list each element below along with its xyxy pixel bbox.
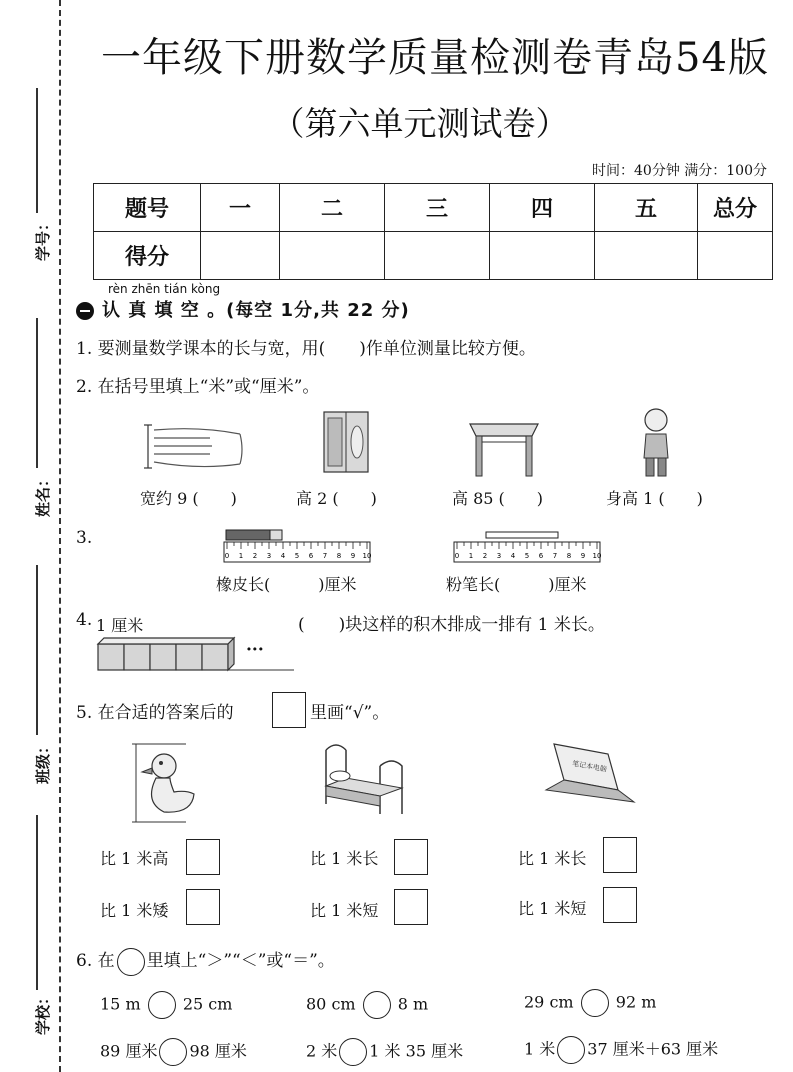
question-4-number: 4.	[76, 610, 93, 630]
ruler-tick-label: 0	[454, 552, 460, 560]
score-input-cell[interactable]	[595, 232, 698, 280]
binding-dashed-line	[59, 0, 61, 1072]
q6-left-operand: 29 cm	[524, 992, 574, 1012]
hand-width-icon	[140, 420, 245, 475]
q5-duck-option-taller: 比 1 米高	[100, 849, 169, 868]
ruler-tick-label: 3	[266, 552, 272, 560]
ruler-tick-label: 4	[280, 552, 286, 560]
q5-example-box	[272, 692, 306, 728]
score-header-cell: 五	[595, 184, 698, 232]
school-line	[36, 815, 38, 990]
question-2: 2. 在括号里填上“米”或“厘米”。	[76, 377, 320, 397]
section-title: 认 真 填 空 。(每空 1分,共 22 分)	[102, 300, 410, 321]
q6-item	[306, 1038, 463, 1066]
class-line	[36, 565, 38, 735]
page-subtitle: （第六单元测试卷）	[271, 104, 569, 143]
child-figure-icon	[636, 406, 676, 482]
q5-laptop-option-shorter: 比 1 米短	[518, 899, 587, 918]
q6-answer-circle[interactable]	[339, 1038, 367, 1066]
ruler-tick-label: 10	[592, 552, 602, 560]
q6-item	[524, 1036, 718, 1064]
q6-right-operand: 25 cm	[182, 994, 233, 1014]
q4-block-label: 1 厘米	[96, 616, 144, 635]
q4-ellipsis: ···	[246, 640, 264, 660]
laptop-icon	[538, 740, 638, 810]
q2-item-table: 高 85 ( )	[452, 489, 544, 508]
ruler-tick-label: 10	[362, 552, 372, 560]
wardrobe-icon	[322, 410, 370, 476]
page-title: 一年级下册数学质量检测卷青岛54版	[101, 35, 769, 81]
class-label: 班级：	[34, 738, 53, 785]
ruler-tick-label: 2	[252, 552, 258, 560]
q6-answer-circle[interactable]	[148, 991, 176, 1019]
ruler-tick-label: 6	[538, 552, 544, 560]
name-label: 姓名：	[34, 471, 53, 518]
ruler-tick-label: 5	[524, 552, 530, 560]
q6-answer-circle[interactable]	[557, 1036, 585, 1064]
score-header-cell: 一	[201, 184, 280, 232]
score-input-cell[interactable]	[280, 232, 385, 280]
q6-answer-circle[interactable]	[581, 989, 609, 1017]
time-info: 时间：40分钟 满分：100分	[592, 163, 767, 179]
student-id-label: 学号：	[34, 215, 53, 262]
score-header-cell: 二	[280, 184, 385, 232]
laptop-screen-text: 笔记本电脑	[571, 759, 608, 774]
score-input-cell[interactable]	[201, 232, 280, 280]
name-line	[36, 318, 38, 468]
score-input-cell[interactable]	[385, 232, 490, 280]
q5-bed-option-longer: 比 1 米长	[310, 849, 379, 868]
question-3-number: 3.	[76, 528, 93, 548]
blocks-icon	[96, 636, 296, 672]
q5-checkbox[interactable]	[186, 839, 220, 875]
ruler-tick-label: 7	[552, 552, 558, 560]
q3-item-eraser: 橡皮长( )厘米	[216, 575, 357, 594]
ruler-eraser	[224, 528, 370, 566]
score-header-cell: 题号	[94, 184, 201, 232]
ruler-tick-label: 1	[468, 552, 474, 560]
duck-icon	[130, 742, 200, 826]
question-5-post: 里画“√”。	[310, 703, 390, 723]
q2-item-hand: 宽约 9 ( )	[140, 489, 237, 508]
q5-checkbox[interactable]	[394, 839, 428, 875]
section-pinyin: rèn zhēn tián kòng	[108, 282, 221, 296]
question-6	[76, 946, 335, 976]
q6-left-operand: 80 cm	[306, 994, 356, 1014]
q2-item-wardrobe: 高 2 ( )	[296, 489, 377, 508]
question-4: ( )块这样的积木排成一排有 1 米长。	[298, 615, 605, 635]
score-header-cell: 四	[490, 184, 595, 232]
ruler-tick-label: 8	[566, 552, 572, 560]
q5-duck-option-shorter: 比 1 米矮	[100, 901, 169, 920]
q2-item-height: 身高 1 ( )	[606, 489, 703, 508]
bed-icon	[322, 740, 406, 816]
score-header-cell: 三	[385, 184, 490, 232]
ruler-tick-label: 7	[322, 552, 328, 560]
q6-left-operand: 15 m	[100, 994, 141, 1014]
q5-checkbox[interactable]	[603, 837, 637, 873]
score-table	[93, 183, 773, 280]
ruler-tick-label: 4	[510, 552, 516, 560]
question-5-pre: 5. 在合适的答案后的	[76, 703, 234, 723]
ruler-tick-label: 9	[350, 552, 356, 560]
q6-right-operand: 92 m	[615, 992, 657, 1012]
section-number-icon	[76, 302, 94, 320]
q5-checkbox[interactable]	[394, 889, 428, 925]
q6-example-circle	[117, 948, 145, 976]
score-input-cell[interactable]	[490, 232, 595, 280]
q6-left-operand: 1 米	[524, 1039, 556, 1059]
question-6-post: 里填上“＞”“＜”或“＝”。	[146, 951, 335, 971]
q6-left-operand: 2 米	[306, 1041, 338, 1061]
student-id-line	[36, 88, 38, 213]
score-row-label: 得分	[94, 232, 201, 280]
q6-answer-circle[interactable]	[363, 991, 391, 1019]
q6-answer-circle[interactable]	[159, 1038, 187, 1066]
ruler-tick-label: 2	[482, 552, 488, 560]
q6-item	[524, 989, 656, 1017]
q6-item	[100, 991, 232, 1019]
question-1: 1. 要测量数学课本的长与宽，用( )作单位测量比较方便。	[76, 339, 536, 359]
ruler-chalk	[454, 528, 600, 566]
score-header-cell: 总分	[698, 184, 773, 232]
q6-item	[100, 1038, 247, 1066]
ruler-tick-label: 8	[336, 552, 342, 560]
ruler-tick-label: 9	[580, 552, 586, 560]
q5-bed-option-shorter: 比 1 米短	[310, 901, 379, 920]
table-furniture-icon	[466, 416, 542, 478]
q5-checkbox[interactable]	[603, 887, 637, 923]
q6-right-operand: 98 厘米	[189, 1041, 247, 1061]
score-input-cell[interactable]	[698, 232, 773, 280]
q5-laptop-option-longer: 比 1 米长	[518, 849, 587, 868]
ruler-tick-label: 6	[308, 552, 314, 560]
q6-left-operand: 89 厘米	[100, 1041, 158, 1061]
q6-right-operand: 8 m	[397, 994, 429, 1014]
question-6-pre: 6. 在	[76, 951, 115, 971]
ruler-tick-label: 1	[238, 552, 244, 560]
q6-right-operand: 37 厘米＋63 厘米	[587, 1039, 719, 1059]
ruler-tick-label: 5	[294, 552, 300, 560]
ruler-tick-label: 3	[496, 552, 502, 560]
ruler-tick-label: 0	[224, 552, 230, 560]
q3-item-chalk: 粉笔长( )厘米	[446, 575, 587, 594]
q5-checkbox[interactable]	[186, 889, 220, 925]
q6-right-operand: 1 米 35 厘米	[369, 1041, 464, 1061]
q6-item	[306, 991, 428, 1019]
school-label: 学校：	[34, 989, 53, 1036]
